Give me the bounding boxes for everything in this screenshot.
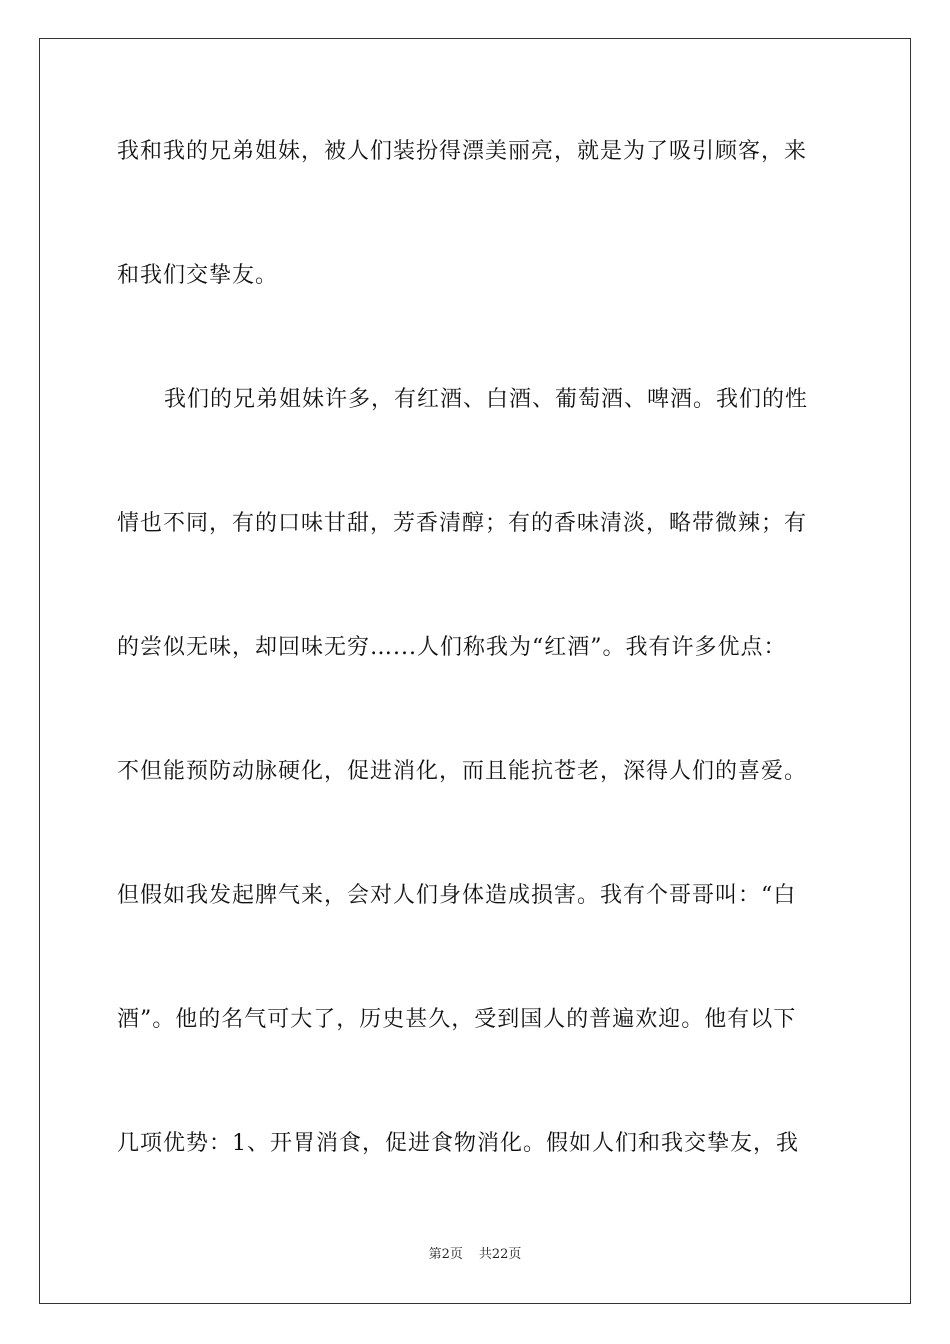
text-line-5: 的尝似无味，却回味无穷…...人们称我为“红酒”。我有许多优点： [117,635,787,660]
text-line-7: 但假如我发起脾气来，会对人们身体造成损害。我有个哥哥叫：“白 [117,883,797,908]
page-footer [0,1246,950,1264]
text-line-4: 情也不同，有的口味甘甜，芳香清醇；有的香味清淡，略带微辣；有 [117,511,808,536]
text-line-2: 和我们交挚友。 [117,263,279,288]
page-frame [39,38,911,1304]
text-line-9: 几项优势：1、开胃消食，促进食物消化。假如人们和我交挚友，我 [117,1131,799,1156]
text-line-1: 我和我的兄弟姐妹，被人们装扮得漂美丽亮，就是为了吸引顾客，来 [117,139,808,164]
page-total: 共22页 [478,1247,522,1262]
text-line-8: 酒”。他的名气可大了，历史甚久，受到国人的普遍欢迎。他有以下 [117,1007,797,1032]
text-line-3: 我们的兄弟姐妹许多，有红酒、白酒、葡萄酒、啤酒。我们的性 [164,387,809,412]
text-line-6: 不但能预防动脉硬化，促进消化，而且能抗苍老，深得人们的喜爱。 [117,759,808,784]
page-number: 第2页 [428,1247,463,1262]
